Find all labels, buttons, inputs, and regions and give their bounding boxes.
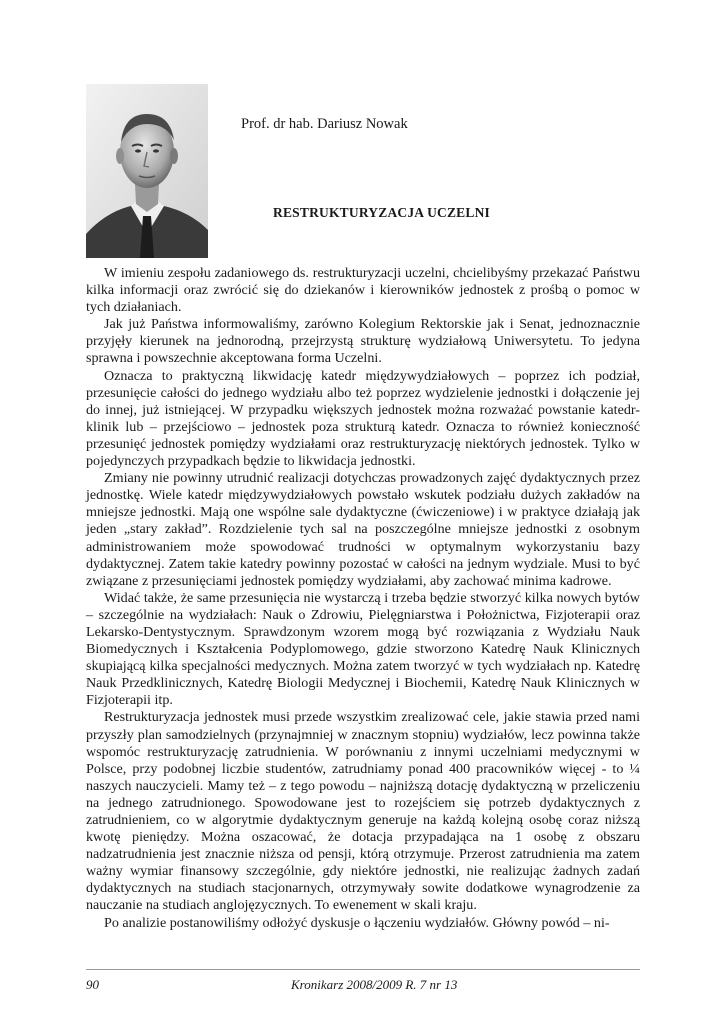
author-name: Prof. dr hab. Dariusz Nowak	[241, 116, 408, 132]
article-body	[86, 265, 640, 932]
portrait-photo-icon	[86, 84, 208, 258]
paragraph: W imieniu zespołu zadaniowego ds. restrukturyzacji uczelni, chcielibyśmy przekazać Państwu kilka informacji oraz zwrócić się do dziekanów i kierowników jednostek z prośbą o pomoc w tych działaniach.	[86, 265, 640, 316]
author-portrait	[86, 84, 208, 258]
paragraph: Restrukturyzacja jednostek musi przede wszystkim zrealizować cele, jakie stawia przed nami przyszły plan samodzielnych (przynajmniej w znacznym stopniu) wydziałów, lecz powinna także wspomóc restrukturyzację zatrudnienia. W porównaniu z innymi uczelniami medycznymi w Polsce, przy podobnej liczbie studentów, zatrudniamy ponad 400 pracowników więcej - to ¼ naszych nauczycieli. Mamy też – z tego powodu – najniższą dotację dydaktyczną w przeliczeniu na jednego zatrudnionego. Spowodowane jest to rozejściem się potrzeb dydaktycznych z zatrudnieniem, co w algorytmie dydaktycznym generuje na każdą kolejną osobę coraz niższą kwotę pieniędzy. Można oszacować, że dotacja przypadająca na 1 osobę z obszaru nadzatrudnienia jest znacznie niższa od pensji, którą otrzymuje. Przerost zatrudnienia ma zatem ważny wymiar finansowy szczególnie, gdy niektóre jednostki, nie realizując żadnych zadań dydaktycznych na studiach stacjonarnych, otrzymywały sowite dodatkowe wynagrodzenie za nauczanie na studiach anglojęzycznych. To ewenement w skali kraju.	[86, 709, 640, 914]
paragraph: Po analizie postanowiliśmy odłożyć dyskusje o łączeniu wydziałów. Główny powód – ni-	[104, 914, 610, 931]
footer-divider	[86, 969, 640, 970]
page-number: 90	[86, 977, 99, 992]
journal-citation: Kronikarz 2008/2009 R. 7 nr 13	[291, 977, 458, 992]
paragraph: Jak już Państwa informowaliśmy, zarówno Kolegium Rektorskie jak i Senat, jednoznacznie przyjęły kierunek na jednorodną, przejrzystą strukturę wydziałową Uniwersytetu. To jedyna sprawna i powszechnie akceptowana forma Uczelni.	[86, 316, 640, 367]
article-title: RESTRUKTURYZACJA UCZELNI	[273, 205, 490, 220]
paragraph: Oznacza to praktyczną likwidację katedr międzywydziałowych – poprzez ich podział, przesunięcie całości do jednego wydziału albo też poprzez wydzielenie jednostki i dołączenie jej do innej, już istniejącej. W przypadku większych jednostek można rozważać powstanie katedr-klinik lub – przejściowo – jednostek poza strukturą katedr. Oznacza to również konieczność przesunięć jednostek pomiędzy wydziałami oraz restrukturyzację niektórych jednostek. Tylko w pojedynczych przypadkach będzie to likwidacja jednostki.	[86, 367, 640, 470]
paragraph: Widać także, że same przesunięcia nie wystarczą i trzeba będzie stworzyć kilka nowych bytów – szczególnie na wydziałach: Nauk o Zdrowiu, Pielęgniarstwa i Położnictwa, Fizjoterapii oraz Lekarsko-Dentystycznym. Sprawdzonym wzorem mogą być rozwiązania z Wydziału Nauk Biomedycznych i Kształcenia Podyplomowego, gdzie stworzono Katedrę Nauk Klinicznych skupiającą kilka specjalności medycznych. Można zatem tworzyć w tych wydziałach np. Katedrę Nauk Przedklinicznych, Katedrę Biologii Medycznej i Biochemii, Katedrę Nauk Klinicznych w Fizjoterapii itp.	[86, 589, 640, 709]
paragraph: Zmiany nie powinny utrudnić realizacji dotychczas prowadzonych zajęć dydaktycznych przez jednostkę. Wiele katedr międzywydziałowych powstało wskutek podziału dużych zakładów na mniejsze jednostki. Mają one wspólne sale dydaktyczne (ćwiczeniowe) i w praktyce działają jak jeden „stary zakład”. Rozdzielenie tych sal na poszczególne mniejsze jednostki z osobnym administrowaniem może spowodować trudności w optymalnym wykorzystaniu bazy dydaktycznej. Zatem takie katedry powinny pozostać w całości na jednym wydziale. Musi to być związane z przesunięciami jednostek pomiędzy wydziałami, aby zachować minima kadrowe.	[86, 470, 640, 589]
